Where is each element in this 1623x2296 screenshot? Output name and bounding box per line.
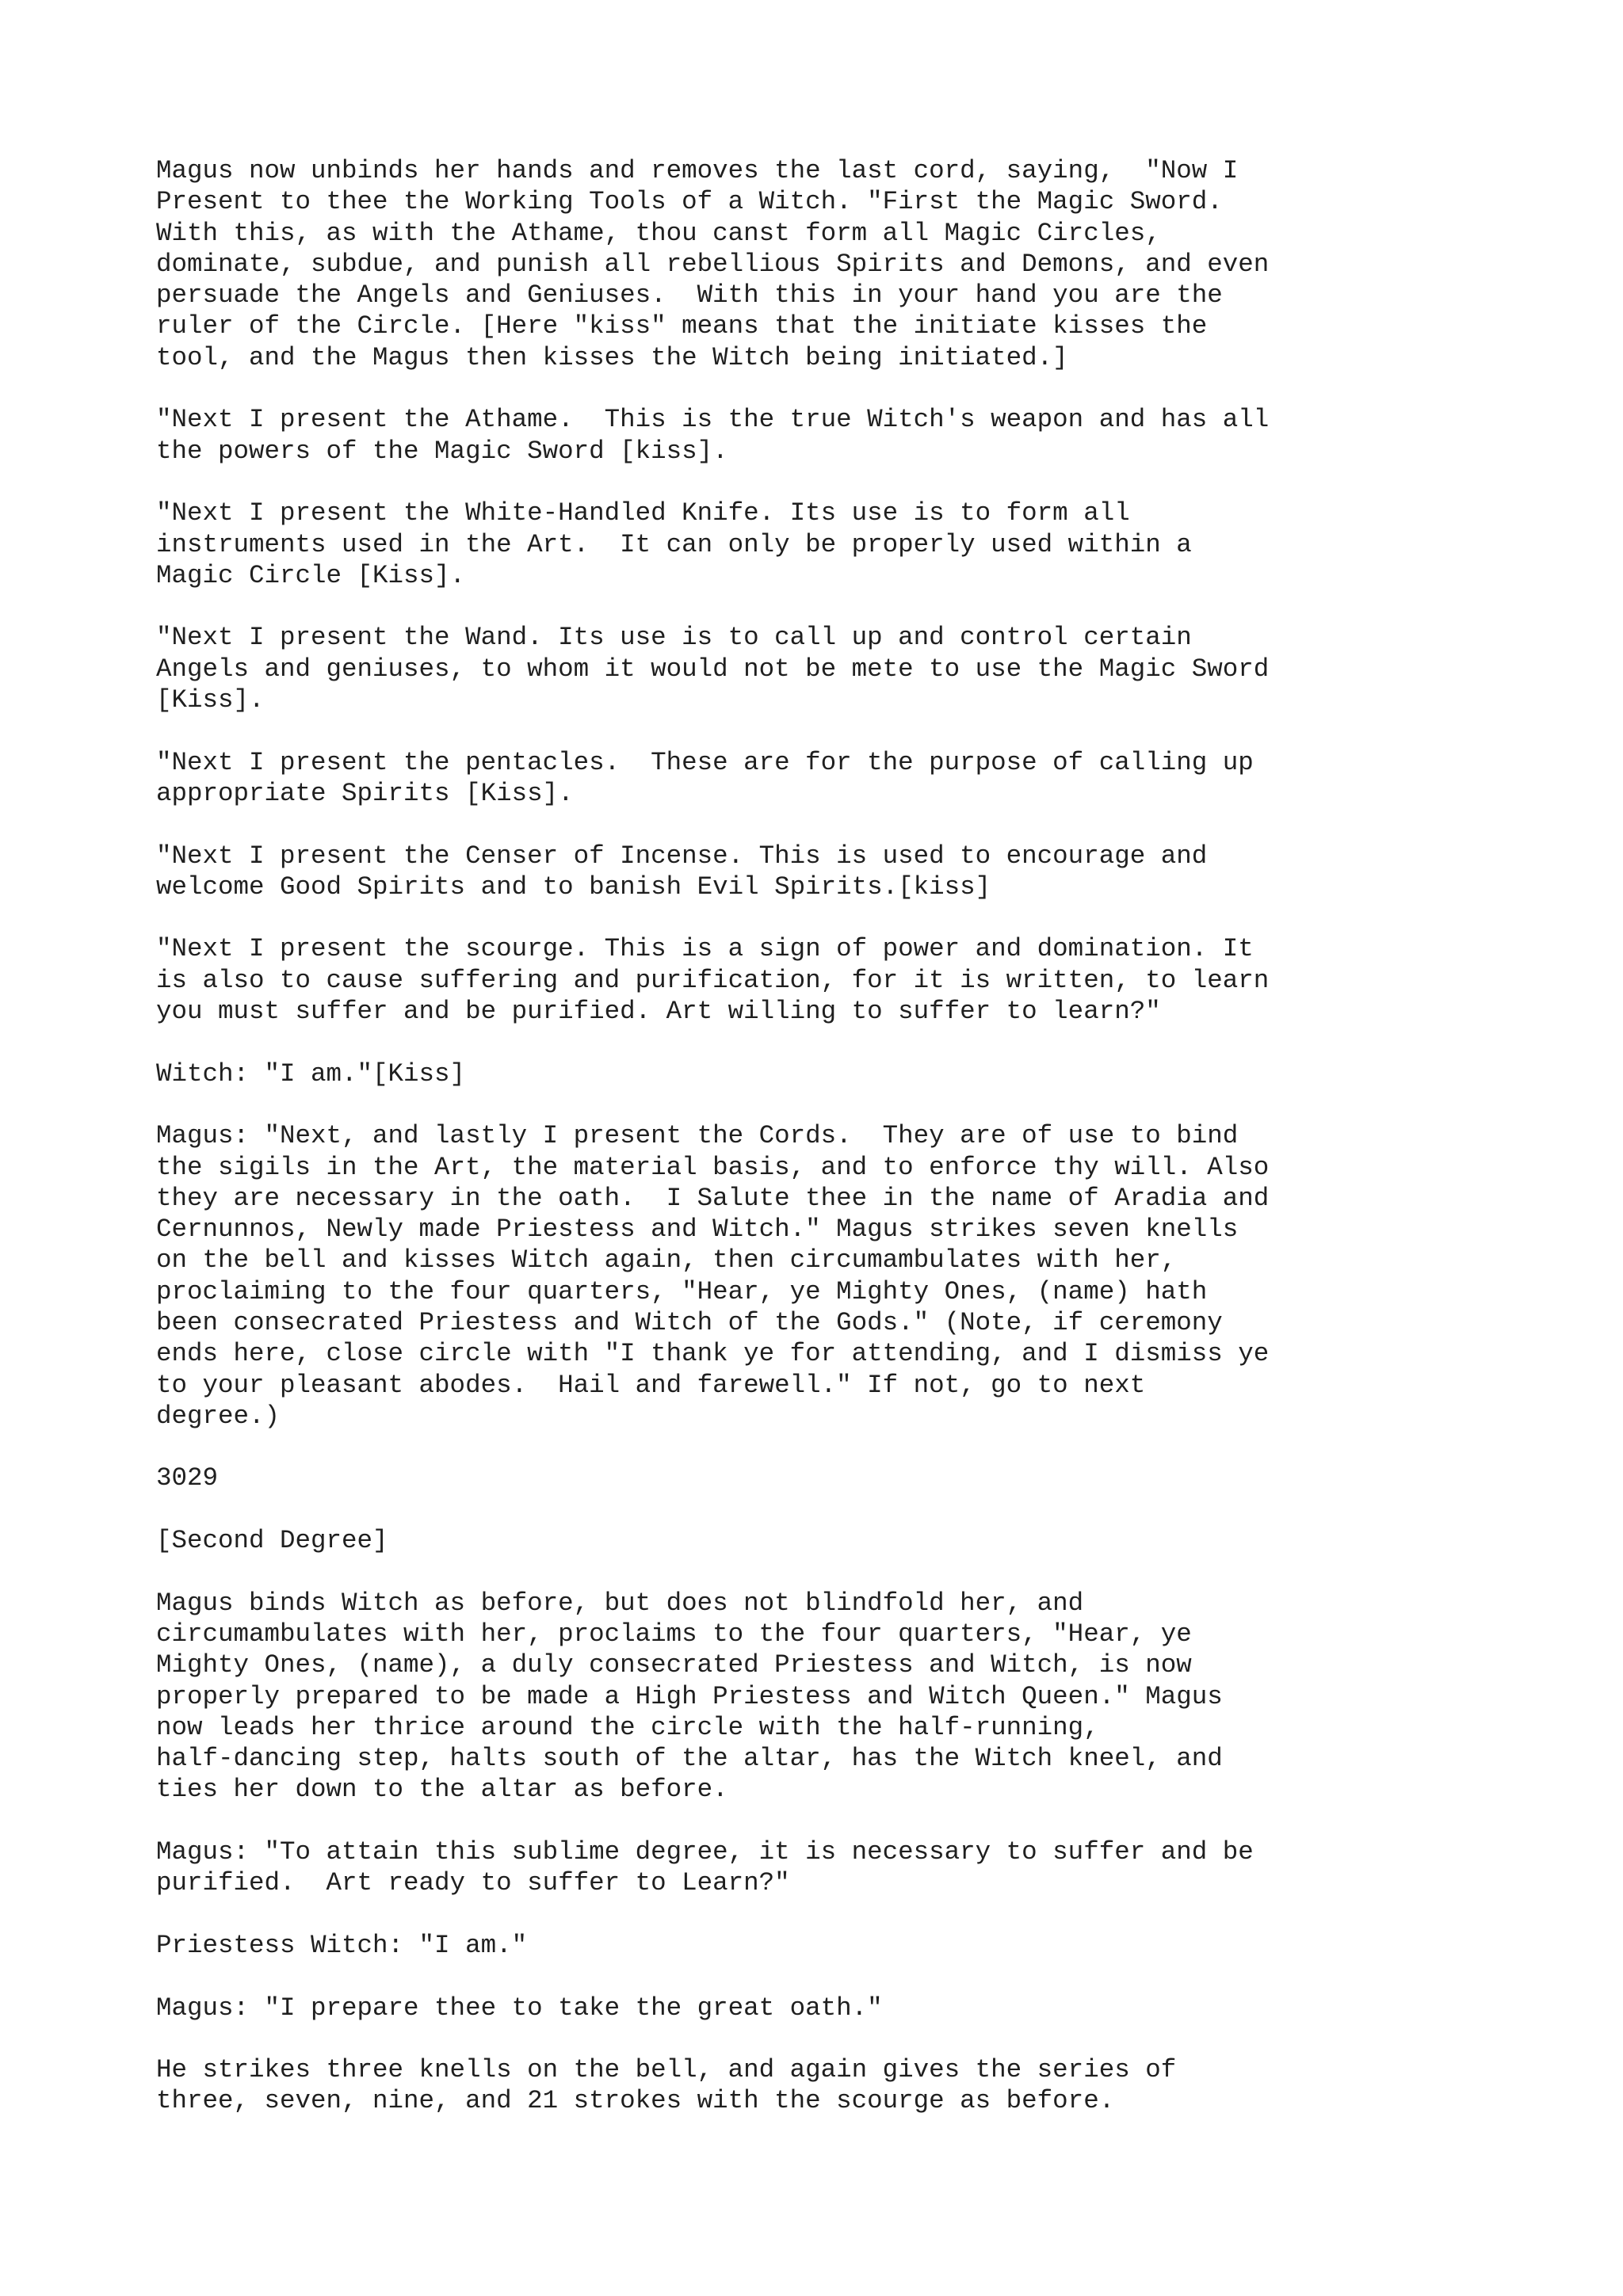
paragraph-priestess-reply: Priestess Witch: "I am." <box>156 1930 528 1960</box>
paragraph-second-degree-binding: Magus binds Witch as before, but does not blindfold her, and circumambulates with her, proclaims to the four quarters, "Hear, ye Mighty Ones, (name), a duly consecrated Priestess and Witch, is now properly prepared to be made a High Priestess and Witch Queen." Magus now leads her thrice around the circle with the half-running, half-dancing step, halts south of the altar, has the Witch kneel, and ties her down to the altar as before. <box>156 1588 1223 1805</box>
paragraph-great-oath: Magus: "I prepare thee to take the great oath." <box>156 1993 883 2023</box>
paragraph-knells-strokes: He strikes three knells on the bell, and again gives the series of three, seven, nine, and 21 strokes with the scourge as before. <box>156 2055 1177 2116</box>
page-number-marker: 3029 <box>156 1463 219 1493</box>
paragraph-athame: "Next I present the Athame. This is the true Witch's weapon and has all the powers of the Magic Sword [kiss]. <box>156 405 1270 466</box>
paragraph-wand: "Next I present the Wand. Its use is to call up and control certain Angels and geniuses, to whom it would not be mete to use the Magic Sword [Kiss]. <box>156 623 1270 715</box>
paragraph-white-handled-knife: "Next I present the White-Handled Knife. Its use is to form all instruments used in the Art. It can only be properly used within a Magic Circle [Kiss]. <box>156 498 1192 590</box>
paragraph-pentacles: "Next I present the pentacles. These are for the purpose of calling up appropriate Spirits [Kiss]. <box>156 747 1254 808</box>
paragraph-witch-reply: Witch: "I am."[Kiss] <box>156 1058 466 1089</box>
paragraph-scourge: "Next I present the scourge. This is a sign of power and domination. It is also to cause suffering and purification, for it is written, to learn you must suffer and be purified. Art willing to suffer to learn?" <box>156 934 1270 1027</box>
paragraph-cords: Magus: "Next, and lastly I present the Cords. They are of use to bind the sigils in the Art, the material basis, and to enforce thy will. Also they are necessary in the oath. I Salute thee in the name of Aradia and Cernunnos, Newly made Priestess and Witch." Magus strikes seven knells on the bell and kisses Witch again, then circumambulates with her, proclaiming to the four quarters, "Hear, ye Mighty Ones, (name) hath been consecrated Priestess and Witch of the Gods." (Note, if ceremony ends here, close circle with "I thank ye for attending, and I dismiss ye to your pleasant abodes. Hail and farewell." If not, go to next degree.) <box>156 1121 1270 1431</box>
document-body <box>156 155 1551 2117</box>
paragraph-sublime-degree: Magus: "To attain this sublime degree, it is necessary to suffer and be purified. Art ready to suffer to Learn?" <box>156 1837 1254 1898</box>
paragraph-working-tools-intro: Magus now unbinds her hands and removes the last cord, saying, "Now I Present to thee the Working Tools of a Witch. "First the Magic Sword. With this, as with the Athame, thou canst form all Magic Circles, dominate, subdue, and punish all rebellious Spirits and Demons, and even persuade the Angels and Geniuses. With this in your hand you are the ruler of the Circle. [Here "kiss" means that the initiate kisses the tool, and the Magus then kisses the Witch being initiated.] <box>156 156 1270 372</box>
paragraph-censer: "Next I present the Censer of Incense. This is used to encourage and welcome Good Spirits and to banish Evil Spirits.[kiss] <box>156 841 1208 902</box>
section-heading-second-degree: [Second Degree] <box>156 1526 388 1556</box>
